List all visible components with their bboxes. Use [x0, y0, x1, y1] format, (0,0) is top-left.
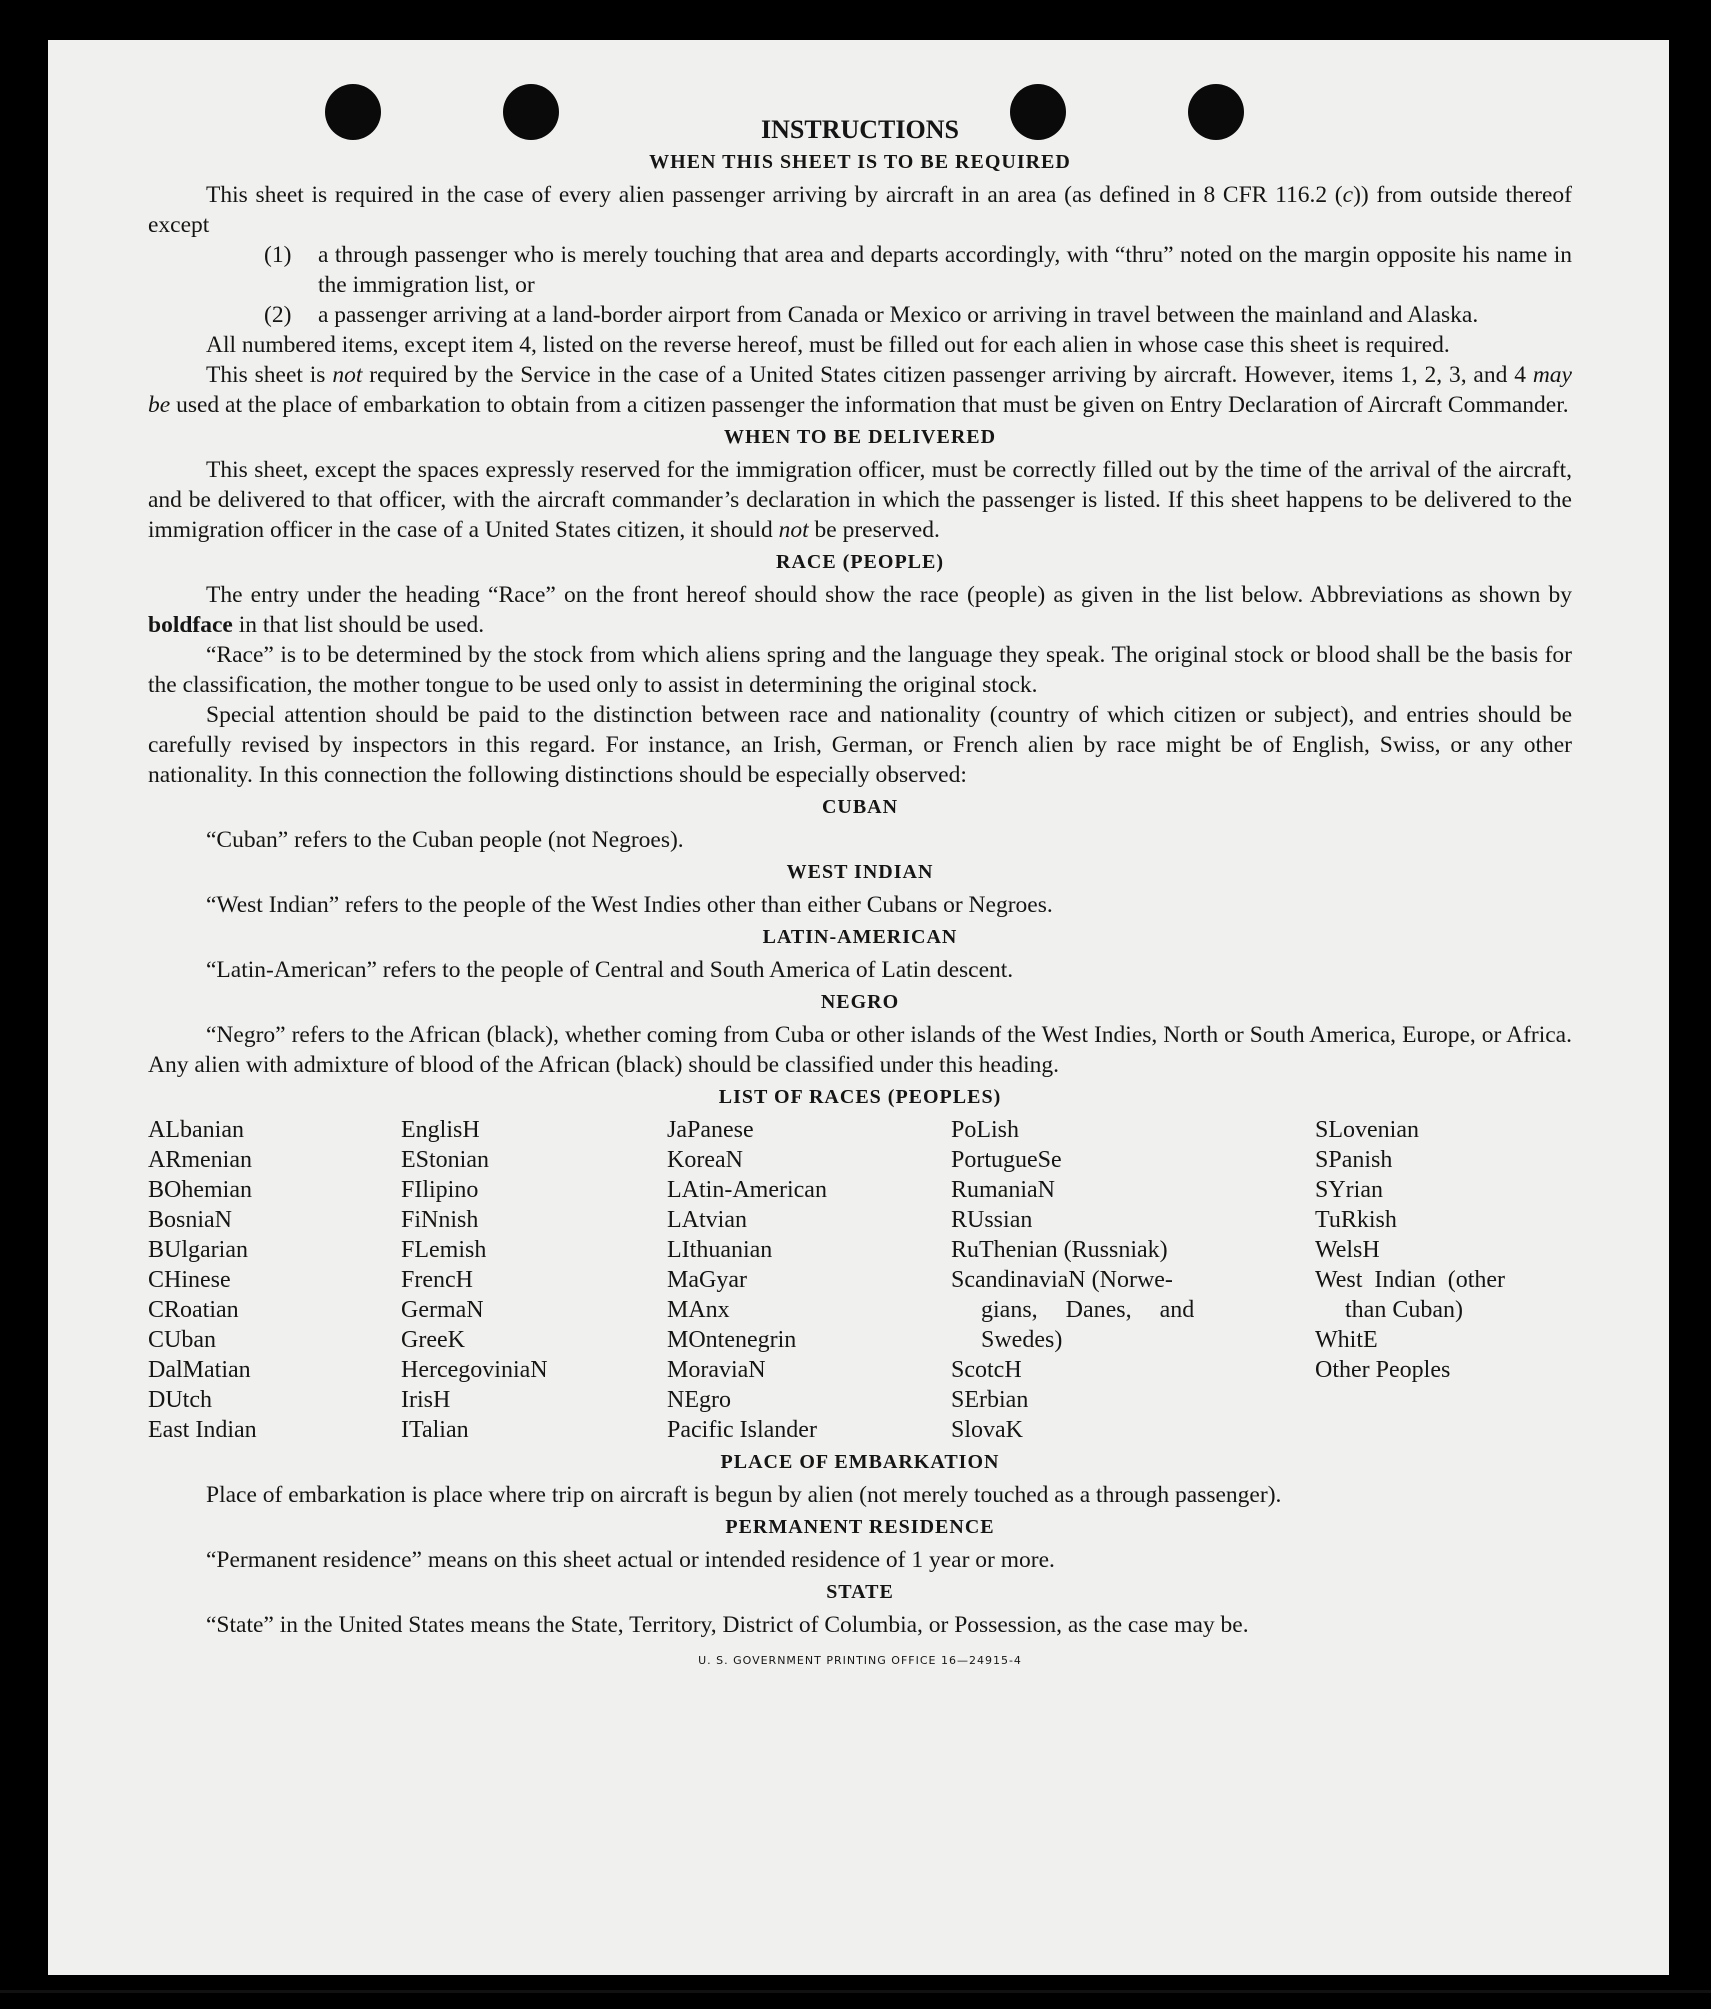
race-paragraph-1 [148, 580, 1572, 640]
race-entry: Other Peoples [1315, 1357, 1451, 1383]
race-entry: BUlgarian [148, 1237, 248, 1263]
race-entry: GreeK [401, 1327, 465, 1353]
race-entry: West Indian (other [1315, 1267, 1506, 1293]
heading-cuban: CUBAN [821, 796, 899, 818]
state-text: “State” in the United States means the State, Territory, District of Columbia, or Possession, as the case may be. [206, 1612, 1249, 1638]
heading-list-of-races: LIST OF RACES (PEOPLES) [718, 1086, 1002, 1108]
race-entry: SErbian [951, 1387, 1029, 1413]
negro-text: “Negro” refers to the African (black), whether coming from Cuba or other islands of the West Indies, North or South America, Europe, or Africa. Any alien with admixture of blood of the African (black) should be classified under this heading. [148, 1022, 1572, 1078]
race-entry: CUban [148, 1327, 216, 1353]
list-item [148, 240, 1572, 300]
race-entry: LAtvian [667, 1207, 747, 1233]
race-entry: ARmenian [148, 1147, 252, 1173]
race-entry: NEgro [667, 1387, 731, 1413]
heading-west-indian: WEST INDIAN [786, 861, 934, 883]
race-entry: CRoatian [148, 1297, 239, 1323]
race-entry: MoraviaN [667, 1357, 766, 1383]
residence-text: “Permanent residence” means on this sheet actual or intended residence of 1 year or more. [206, 1547, 1055, 1573]
race-entry: HercegoviniaN [401, 1357, 548, 1383]
heading-embarkation: PLACE OF EMBARKATION [720, 1451, 1000, 1473]
heading-latin-american: LATIN-AMERICAN [762, 926, 958, 948]
race-entry: MOntenegrin [667, 1327, 797, 1353]
document-page [48, 40, 1669, 1975]
list-item [148, 300, 1572, 330]
text-run: This sheet is [206, 362, 333, 388]
race-column-5 [1315, 1115, 1572, 1445]
race-entry: GermaN [401, 1297, 484, 1323]
text-run-italic: not [332, 362, 363, 388]
race-list [148, 1115, 1572, 1445]
text-run: This sheet, except the spaces expressly reserved for the immigration officer, must be correctly filled out by the time of the arrival of the aircraft, and be delivered to that officer, with the aircraft commander’s declaration in which the passenger is listed. If this sheet happens to be delivered to the immigration officer in the case of a United States citizen, it should [148, 457, 1572, 543]
race-entry: DalMatian [148, 1357, 251, 1383]
race-entry-continuation: gians, Danes, and [981, 1297, 1195, 1323]
race-entry: RUssian [951, 1207, 1033, 1233]
text-run: This sheet is required in the case of every alien passenger arriving by aircraft in an area (as defined in 8 CFR 116.2 ( [206, 182, 1343, 208]
embarkation-text: Place of embarkation is place where trip on aircraft is begun by alien (not merely touched as a through passenger). [206, 1482, 1282, 1508]
race-paragraph-2: “Race” is to be determined by the stock from which aliens spring and the language they speak. The original stock or blood shall be the basis for the classification, the mother tongue to be used only to assist in determining the original stock. [148, 642, 1572, 698]
race-column-2 [401, 1115, 667, 1445]
required-intro [148, 180, 1572, 240]
item-text: a passenger arriving at a land-border airport from Canada or Mexico or arriving in travel between the mainland and Alaska. [318, 302, 1479, 328]
cuban-text: “Cuban” refers to the Cuban people (not Negroes). [206, 827, 684, 853]
heading-state: STATE [826, 1581, 894, 1603]
heading-required: WHEN THIS SHEET IS TO BE REQUIRED [649, 151, 1071, 173]
race-entry: LAtin-American [667, 1177, 827, 1203]
race-entry: FLemish [401, 1237, 487, 1263]
race-entry: JaPanese [667, 1117, 754, 1143]
race-paragraph-3: Special attention should be paid to the distinction between race and nationality (country of which citizen or subject), and entries should be carefully revised by inspectors in this regard. For instance, an Irish, German, or French alien by race might be of English, Swiss, or any other nationality. In this connection the following distinctions should be especially observed: [148, 702, 1572, 788]
item-number: (1) [264, 242, 292, 268]
text-run: be preserved. [808, 517, 940, 543]
text-run: used at the place of embarkation to obtain from a citizen passenger the information that must be given on Entry Declaration of Aircraft Commander. [170, 392, 1569, 418]
race-entry: RuThenian (Russniak) [951, 1237, 1168, 1263]
race-entry: WelsH [1315, 1237, 1380, 1263]
race-column-4 [951, 1115, 1315, 1445]
race-entry: RumaniaN [951, 1177, 1055, 1203]
race-entry: WhitE [1315, 1327, 1378, 1353]
text-run-italic: c [1342, 182, 1354, 208]
race-entry: SLovenian [1315, 1117, 1419, 1143]
race-column-3 [667, 1115, 951, 1445]
instructions-content [148, 115, 1572, 1667]
race-entry: FIlipino [401, 1177, 479, 1203]
race-entry-continuation: Swedes) [981, 1327, 1063, 1353]
delivered-paragraph [148, 455, 1572, 545]
race-entry: SlovaK [951, 1417, 1023, 1443]
item-text: a through passenger who is merely touching that area and departs accordingly, with “thru” noted on the margin opposite his name in the immigration list, or [318, 242, 1572, 298]
race-entry: LIthuanian [667, 1237, 773, 1263]
race-entry: KoreaN [667, 1147, 743, 1173]
race-entry: BOhemian [148, 1177, 252, 1203]
page-title: INSTRUCTIONS [761, 115, 959, 144]
item-number: (2) [264, 302, 292, 328]
exception-list [148, 240, 1572, 330]
race-entry: ITalian [401, 1417, 469, 1443]
race-entry: MaGyar [667, 1267, 747, 1293]
text-run: required by the Service in the case of a United States citizen passenger arriving by aircraft. However, items 1, 2, 3, and 4 [362, 362, 1533, 388]
heading-residence: PERMANENT RESIDENCE [725, 1516, 995, 1538]
printer-imprint: U. S. GOVERNMENT PRINTING OFFICE 16—24915-4 [698, 1654, 1022, 1667]
required-paragraph-2: All numbered items, except item 4, listed on the reverse hereof, must be filled out for each alien in whose case this sheet is required. [206, 332, 1450, 358]
west-indian-text: “West Indian” refers to the people of the West Indies other than either Cubans or Negroes. [206, 892, 1053, 918]
race-entry: ScotcH [951, 1357, 1022, 1383]
text-run: The entry under the heading “Race” on the front hereof should show the race (people) as given in the list below. Abbreviations as shown by [206, 582, 1572, 608]
race-entry: IrisH [401, 1387, 451, 1413]
heading-negro: NEGRO [820, 991, 900, 1013]
text-run-italic: not [778, 517, 809, 543]
race-entry: PortugueSe [951, 1147, 1062, 1173]
race-entry: Pacific Islander [667, 1417, 817, 1443]
race-entry: FrencH [401, 1267, 473, 1293]
heading-delivered: WHEN TO BE DELIVERED [723, 426, 997, 448]
race-column-1 [148, 1115, 401, 1445]
text-run-italic: may be [148, 362, 1572, 418]
race-entry: SPanish [1315, 1147, 1393, 1173]
text-run: in that list should be used. [232, 612, 485, 638]
race-entry: SYrian [1315, 1177, 1383, 1203]
latin-american-text: “Latin-American” refers to the people of Central and South America of Latin descent. [206, 957, 1014, 983]
race-entry: ALbanian [148, 1117, 244, 1143]
race-entry: MAnx [667, 1297, 730, 1323]
race-entry: East Indian [148, 1417, 257, 1443]
text-run: )) from outside thereof except [148, 182, 1572, 238]
heading-race: RACE (PEOPLE) [776, 551, 944, 573]
race-entry: ScandinaviaN (Norwe- [951, 1267, 1173, 1293]
bottom-edge-line [0, 1990, 1711, 1993]
race-entry: BosniaN [148, 1207, 232, 1233]
text-run-bold: boldface [148, 612, 233, 638]
race-entry: FiNnish [401, 1207, 479, 1233]
required-paragraph-3 [148, 360, 1572, 420]
race-entry-continuation: than Cuban) [1345, 1297, 1463, 1323]
race-entry: PoLish [951, 1117, 1020, 1143]
race-entry: TuRkish [1315, 1207, 1397, 1233]
race-entry: CHinese [148, 1267, 231, 1293]
race-entry: EnglisH [401, 1117, 480, 1143]
race-entry: EStonian [401, 1147, 489, 1173]
race-entry: DUtch [148, 1387, 212, 1413]
